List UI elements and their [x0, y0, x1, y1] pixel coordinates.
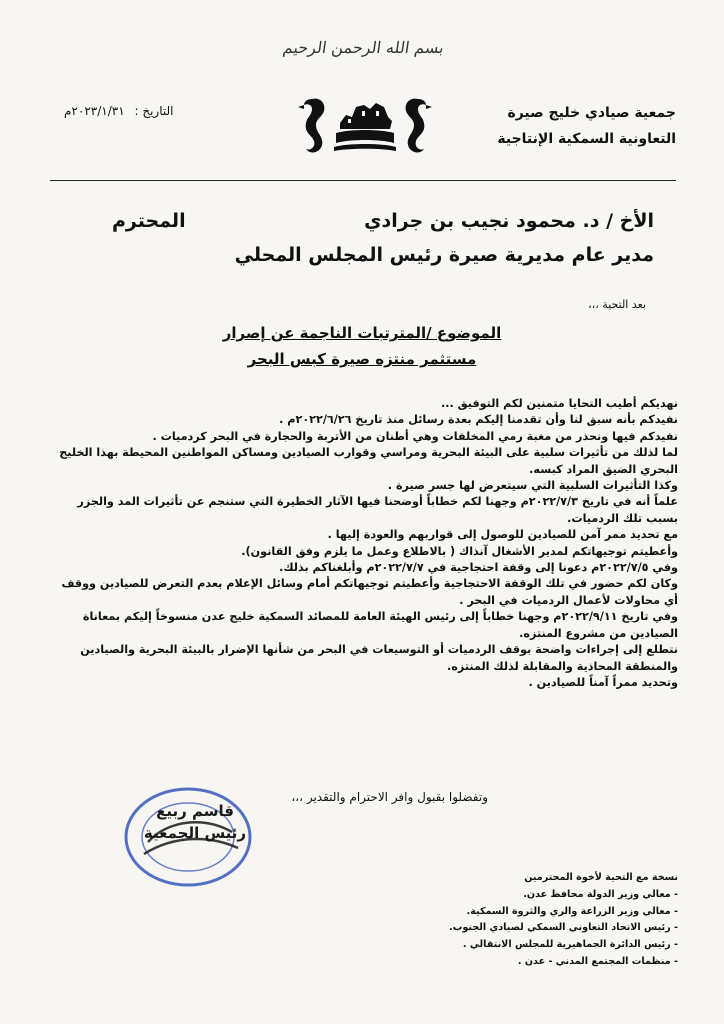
fort-icon	[334, 103, 396, 151]
body-paragraph: نفيدكم بأنه سبق لنا وأن تقدمنا إليكم بعدة رسائل منذ تاريخ ٢٠٢٢/٦/٢٦م .	[279, 413, 678, 427]
body-paragraph: وكذا التأثيرات السلبية التي سيتعرض لها جسر صيرة .	[387, 479, 678, 493]
association-name	[456, 100, 676, 152]
date-label: التاريخ :	[134, 104, 174, 118]
subject-line-2: مستثمر منتزه صيرة كبس البحر	[247, 350, 477, 368]
signature-block	[140, 800, 250, 844]
subject-line-1: الموضوع /المترتبات الناجمة عن إصرار	[222, 324, 502, 342]
body-paragraph: وكان لكم حضور في تلك الوقفة الاحتجاجية وأعطيتم توجيهاتكم أمام وسائل الإعلام بعدم التعرض للصيادين ووقف أي محاولات لأعمال الردميات في البحر .	[61, 577, 678, 607]
addressee-honorific: المحترم	[112, 210, 186, 232]
header-divider	[50, 180, 676, 181]
signatory-name: قاسم ربيع	[156, 802, 234, 820]
date-value: ٢٠٢٣/١/٣١م	[64, 104, 125, 118]
copies-item: - معالي وزير الدولة محافظ عدن.	[523, 888, 678, 900]
copies-item: - رئيس الدائرة الجماهيرية للمجلس الانتقالي .	[462, 939, 678, 951]
association-line-2: التعاونية السمكية الإنتاجية	[497, 131, 676, 147]
body-paragraph: نفيدكم فيها ونحذر من مغبة رمي المخلفات وهي أطنان من الأتربة والحجارة في البحر كردميات .	[152, 429, 678, 443]
subject-block	[150, 320, 574, 372]
body-paragraph: لما لذلك من تأثيرات سلبية على البيئة البحرية ومراسي وقوارب الصيادين ومساكن المواطنين المحيطة بهذا الخليج البحري الضيق المراد كبسه.	[59, 446, 678, 476]
copies-item: - معالي وزير الزراعة والري والثروة السمكية.	[466, 905, 678, 917]
addressee-title: مدير عام مديرية صيرة رئيس المجلس المحلي	[234, 244, 654, 266]
letter-body	[48, 396, 678, 691]
copies-heading: نسخة مع التحية لأخوة المحترمين	[524, 872, 678, 883]
seahorses-fort-emblem	[290, 93, 440, 161]
body-paragraph: علماً أنه في تاريخ ٢٠٢٢/٧/٣م وجهنا لكم خطاباً أوضحنا فيها الآثار الخطيرة التي ستنجم عن تأثيرات المد والجزر بسبب تلك الردميات.	[77, 495, 678, 525]
body-paragraph: نتطلع إلى إجراءات واضحة بوقف الردميات أو التوسيعات في البحر من شأنها الإضرار بالبيئة البحرية والصيادين والمنطقة المحاذية والمقابلة لذلك المنتزه.	[80, 643, 678, 673]
copies-item: - منظمات المجتمع المدني - عدن .	[517, 955, 678, 967]
addressee-name: الأخ / د. محمود نجيب بن جرادي	[364, 210, 654, 232]
left-seahorse-icon	[298, 99, 324, 153]
association-line-1: جمعية صيادي خليج صيرة	[507, 105, 676, 121]
body-paragraph: وفي تاريخ ٢٠٢٢/٩/١١م وجهنا خطاباً إلى رئيس الهيئة العامة للمصائد السمكية خليج عدن منسوخاً إليكم بمعاناة الصيادين من مشروع المنتزه.	[82, 610, 678, 640]
letter-date	[64, 104, 254, 118]
body-paragraph: وأعطيتم توجيهاتكم لمدير الأشغال آنذاك ( بالاطلاع وعمل ما يلزم وفق القانون).	[241, 544, 678, 558]
body-paragraph: مع تحديد ممر آمن للصيادين للوصول إلى قواربهم والعودة إليها .	[327, 528, 678, 542]
right-seahorse-icon	[406, 99, 432, 153]
body-paragraph: وتحديد ممراً آمناً للصيادين .	[528, 675, 678, 689]
copies-list	[378, 870, 678, 971]
signatory-title: رئيس الجمعية	[143, 824, 247, 842]
basmala: بسم الله الرحمن الرحيم	[281, 38, 446, 57]
closing-line: وتفضلوا بقبول وافر الاحترام والتقدير ،،،	[291, 790, 488, 804]
body-paragraph: نهديكم أطيب التحايا متمنين لكم التوفيق ...	[441, 397, 678, 410]
body-paragraph: وفي ٢٠٢٢/٧/٥م دعونا إلى وقفة احتجاجية في ٢٠٢٢/٧/٧م وأبلغناكم بذلك.	[279, 561, 678, 575]
greeting: بعد التحية ،،،	[588, 298, 646, 311]
copies-item: - رئيس الاتحاد التعاوني السمكي لصيادي الجنوب.	[449, 922, 678, 934]
